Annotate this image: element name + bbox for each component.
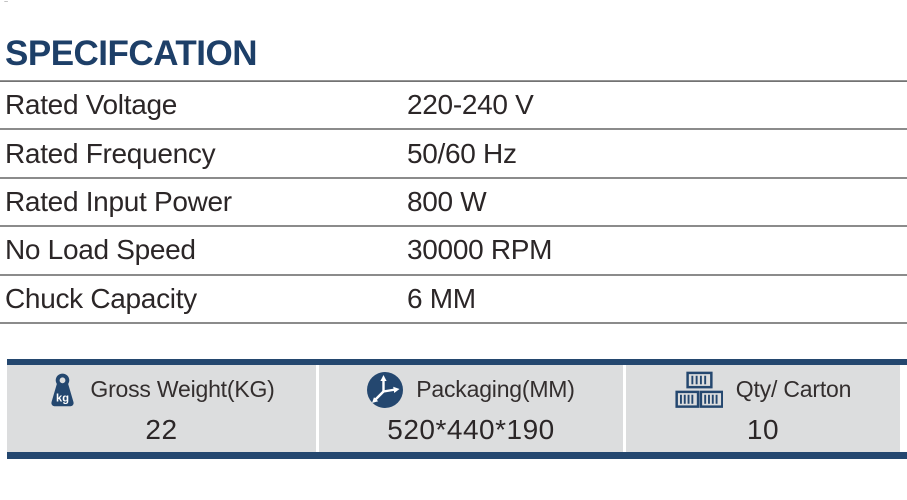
- packing-info-bar: [7, 359, 907, 459]
- spec-row-chuck-capacity: [0, 276, 907, 324]
- spec-row-no-load-speed: [0, 227, 907, 275]
- cell-label: Gross Weight(KG): [90, 376, 275, 402]
- packing-cells: [7, 365, 900, 452]
- containers-icon: [675, 371, 723, 409]
- cell-header: [626, 365, 900, 414]
- spec-label: Rated Frequency: [5, 137, 216, 169]
- cell-label: Packaging(MM): [416, 376, 575, 402]
- page-title: SPECIFCATION: [5, 34, 257, 73]
- spec-row-rated-frequency: [0, 130, 907, 178]
- packing-cell-packaging: [319, 365, 623, 452]
- cell-label: Qty/ Carton: [735, 376, 852, 402]
- cell-header: [319, 365, 623, 414]
- spec-value: 50/60 Hz: [407, 137, 517, 169]
- svg-text:kg: kg: [56, 392, 70, 405]
- spec-value: 800 W: [407, 185, 487, 217]
- spec-label: Chuck Capacity: [5, 282, 197, 314]
- spec-value: 30000 RPM: [407, 234, 553, 266]
- cell-value: 520*440*190: [387, 414, 555, 445]
- spec-label: No Load Speed: [5, 234, 196, 266]
- cell-header: [7, 365, 316, 414]
- cell-value: 10: [746, 414, 780, 445]
- cell-value: 22: [145, 414, 178, 445]
- weight-kg-icon: [48, 372, 77, 408]
- spec-label: Rated Input Power: [5, 185, 232, 217]
- spec-label: Rated Voltage: [5, 89, 178, 121]
- packing-cell-gross-weight: [7, 365, 316, 452]
- dimensions-icon: [367, 372, 403, 408]
- packing-cell-qty-carton: [626, 365, 900, 452]
- spec-row-rated-input-power: [0, 179, 907, 227]
- spec-value: 6 MM: [407, 282, 476, 314]
- spec-table: [0, 82, 907, 324]
- spec-value: 220-240 V: [407, 89, 534, 121]
- bottom-accent-bar: [7, 452, 907, 459]
- scan-artifact: ~: [4, 0, 8, 6]
- spec-row-rated-voltage: [0, 82, 907, 130]
